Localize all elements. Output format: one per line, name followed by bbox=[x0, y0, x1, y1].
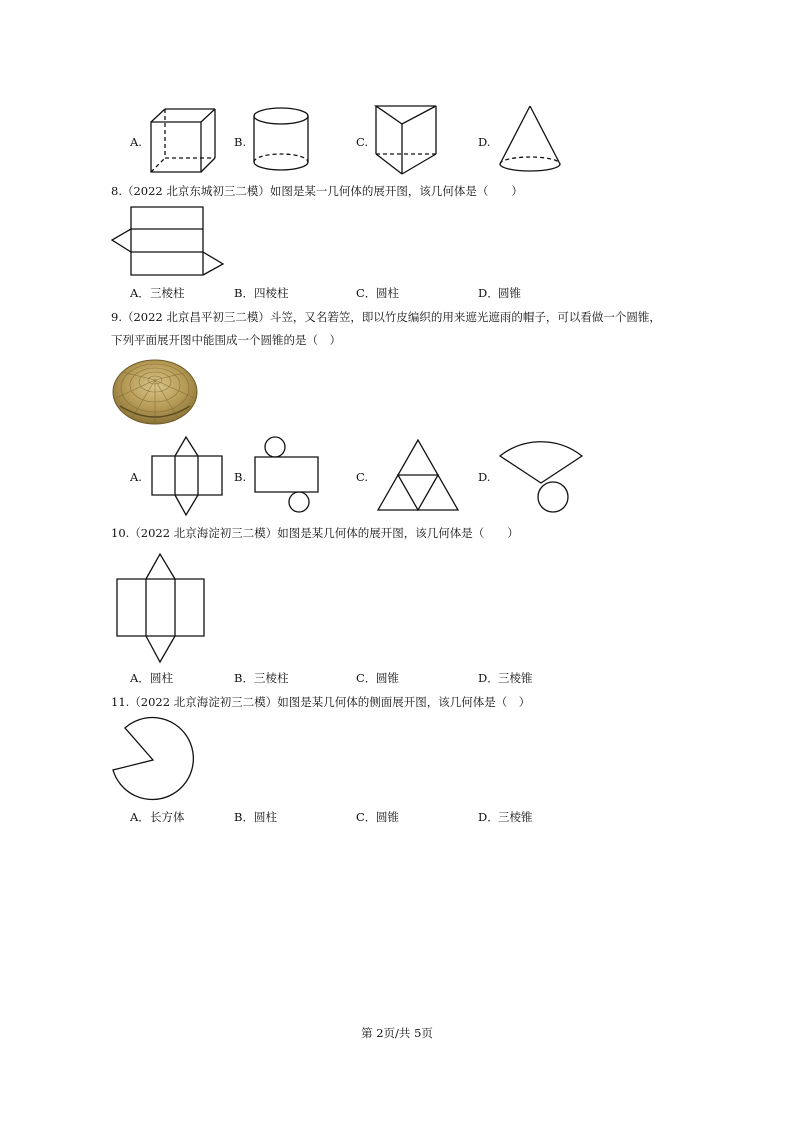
q11-option-d-label: D． bbox=[478, 810, 499, 824]
q8-option-d-label: D． bbox=[478, 286, 499, 300]
cylinder-figure bbox=[252, 106, 310, 174]
q9-option-a-figure bbox=[150, 435, 224, 517]
q10-net-figure bbox=[115, 552, 207, 664]
q9-option-a-label: A. bbox=[130, 470, 142, 484]
q10-option-d-text: 三棱锥 bbox=[498, 671, 533, 685]
q8-option-a-text: 三棱柱 bbox=[150, 286, 185, 300]
q11-stem: 11.（2022 北京海淀初三二模）如图是某几何体的侧面展开图，该几何体是（ ） bbox=[111, 695, 531, 709]
q8-option-c-label: C． bbox=[356, 286, 377, 300]
cone-figure bbox=[498, 104, 562, 176]
q11-option-c-text: 圆锥 bbox=[376, 810, 399, 824]
q10-option-c-text: 圆锥 bbox=[376, 671, 399, 685]
q9-option-b-figure bbox=[253, 436, 321, 514]
q8-net-figure bbox=[110, 205, 226, 277]
q8-option-c-text: 圆柱 bbox=[376, 286, 399, 300]
q9-stem-line2: 下列平面展开图中能围成一个圆锥的是（ ） bbox=[111, 333, 341, 347]
q8-option-d-text: 圆锥 bbox=[498, 286, 521, 300]
q11-option-a-text: 长方体 bbox=[150, 810, 185, 824]
q11-option-c-label: C． bbox=[356, 810, 377, 824]
q8-option-a-label: A． bbox=[130, 286, 150, 300]
q9-option-c-figure bbox=[376, 438, 460, 512]
q10-option-c-label: C． bbox=[356, 671, 377, 685]
page-number: 第 2页/共 5页 bbox=[361, 1026, 433, 1040]
q8-stem: 8.（2022 北京东城初三二模）如图是某一几何体的展开图，该几何体是（ ） bbox=[111, 184, 523, 198]
q11-option-b-text: 圆柱 bbox=[254, 810, 277, 824]
q9-option-b-label: B. bbox=[234, 470, 247, 484]
q8-option-b-text: 四棱柱 bbox=[254, 286, 289, 300]
cube-figure bbox=[150, 108, 216, 174]
q11-option-a-label: A． bbox=[130, 810, 150, 824]
q10-option-d-label: D． bbox=[478, 671, 499, 685]
q10-option-a-text: 圆柱 bbox=[150, 671, 173, 685]
bamboo-hat-image bbox=[112, 358, 198, 426]
q7-option-c-label: C. bbox=[356, 135, 369, 149]
q7-option-a-label: A. bbox=[130, 135, 142, 149]
q10-stem: 10.（2022 北京海淀初三二模）如图是某几何体的展开图，该几何体是（ ） bbox=[111, 526, 519, 540]
q10-option-a-label: A． bbox=[130, 671, 150, 685]
q8-option-b-label: B． bbox=[234, 286, 254, 300]
triangular-prism-figure bbox=[374, 104, 438, 178]
q11-option-b-label: B． bbox=[234, 810, 254, 824]
q7-option-d-label: D. bbox=[478, 135, 491, 149]
q11-option-d-text: 三棱锥 bbox=[498, 810, 533, 824]
q10-option-b-label: B． bbox=[234, 671, 254, 685]
q9-stem-line1: 9.（2022 北京昌平初三二模）斗笠，又名箬笠，即以竹皮编织的用来遮光遮雨的帽子，可以看做一个圆锥， bbox=[111, 310, 661, 324]
q10-option-b-text: 三棱柱 bbox=[254, 671, 289, 685]
q9-option-d-figure bbox=[498, 434, 584, 514]
q11-sector-figure bbox=[110, 718, 196, 802]
q7-option-b-label: B. bbox=[234, 135, 247, 149]
q9-option-d-label: D. bbox=[478, 470, 491, 484]
q9-option-c-label: C. bbox=[356, 470, 369, 484]
